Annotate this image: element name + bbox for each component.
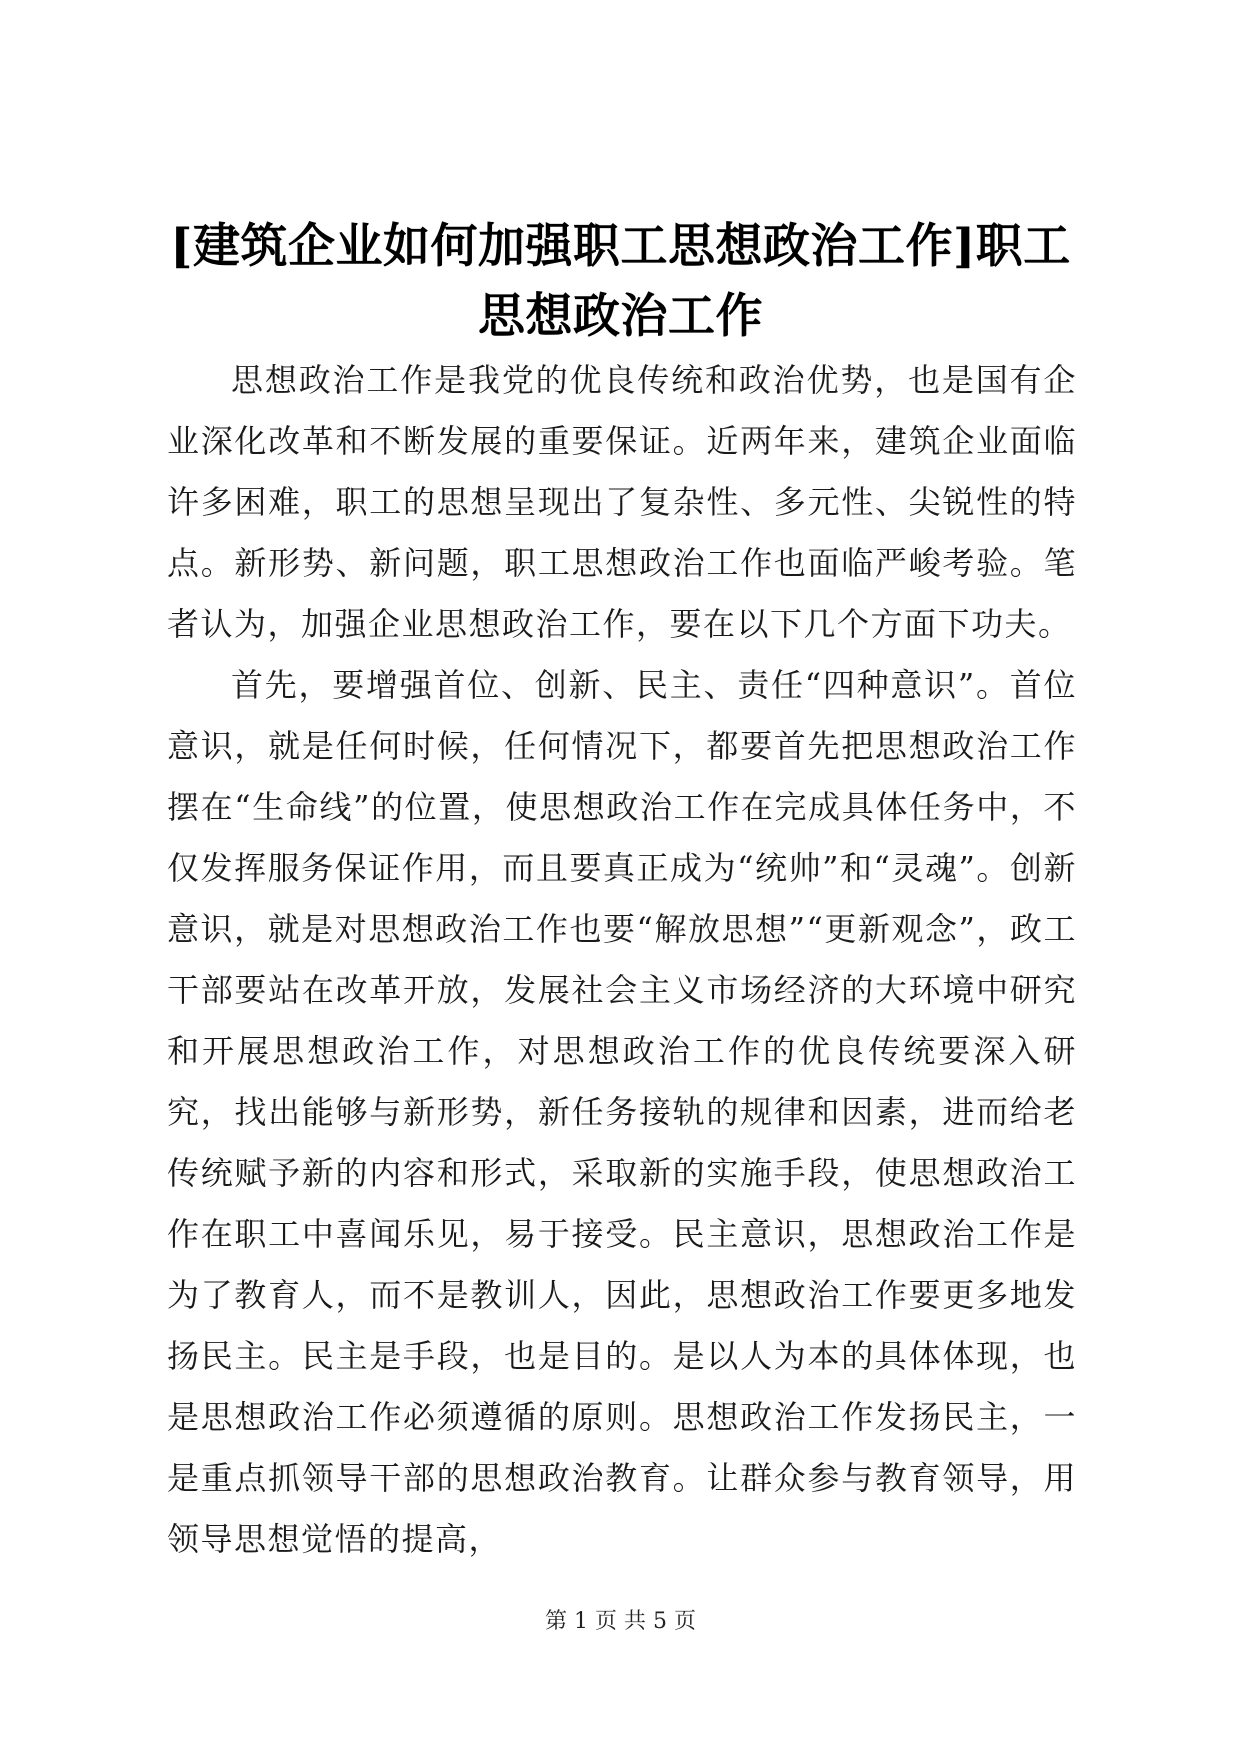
- document-title: [建筑企业如何加强职工思想政治工作]职工思想政治工作: [170, 219, 1071, 344]
- paragraph-intro: 思想政治工作是我党的优良传统和政治优势，也是国有企业深化改革和不断发展的重要保证。近两年来，建筑企业面临许多困难，职工的思想呈现出了复杂性、多元性、尖锐性的特点。新形势、新问题，职工思想政治工作也面临严峻考验。笔者认为，加强企业思想政治工作，要在以下几个方面下功夫。: [167, 361, 1077, 643]
- page-footer: [0, 1607, 1241, 1637]
- document-body: [167, 350, 1077, 1570]
- page-indicator: 第 1 页 共 5 页: [545, 1609, 696, 1634]
- paragraph-four-awareness: 首先，要增强首位、创新、民主、责任“四种意识”。首位意识，就是任何时候，任何情况下，都要首先把思想政治工作摆在“生命线”的位置，使思想政治工作在完成具体任务中，不仅发挥服务保证作用，而且要真正成为“统帅”和“灵魂”。创新意识，就是对思想政治工作也要“解放思想”“更新观念”，政工干部要站在改革开放，发展社会主义市场经济的大环境中研究和开展思想政治工作，对思想政治工作的优良传统要深入研究，找出能够与新形势，新任务接轨的规律和因素，进而给老传统赋予新的内容和形式，采取新的实施手段，使思想政治工作在职工中喜闻乐见，易于接受。民主意识，思想政治工作是为了教育人，而不是教训人，因此，思想政治工作要更多地发扬民主。民主是手段，也是目的。是以人为本的具体体现，也是思想政治工作必须遵循的原则。思想政治工作发扬民主，一是重点抓领导干部的思想政治教育。让群众参与教育领导，用领导思想觉悟的提高，: [167, 666, 1077, 1558]
